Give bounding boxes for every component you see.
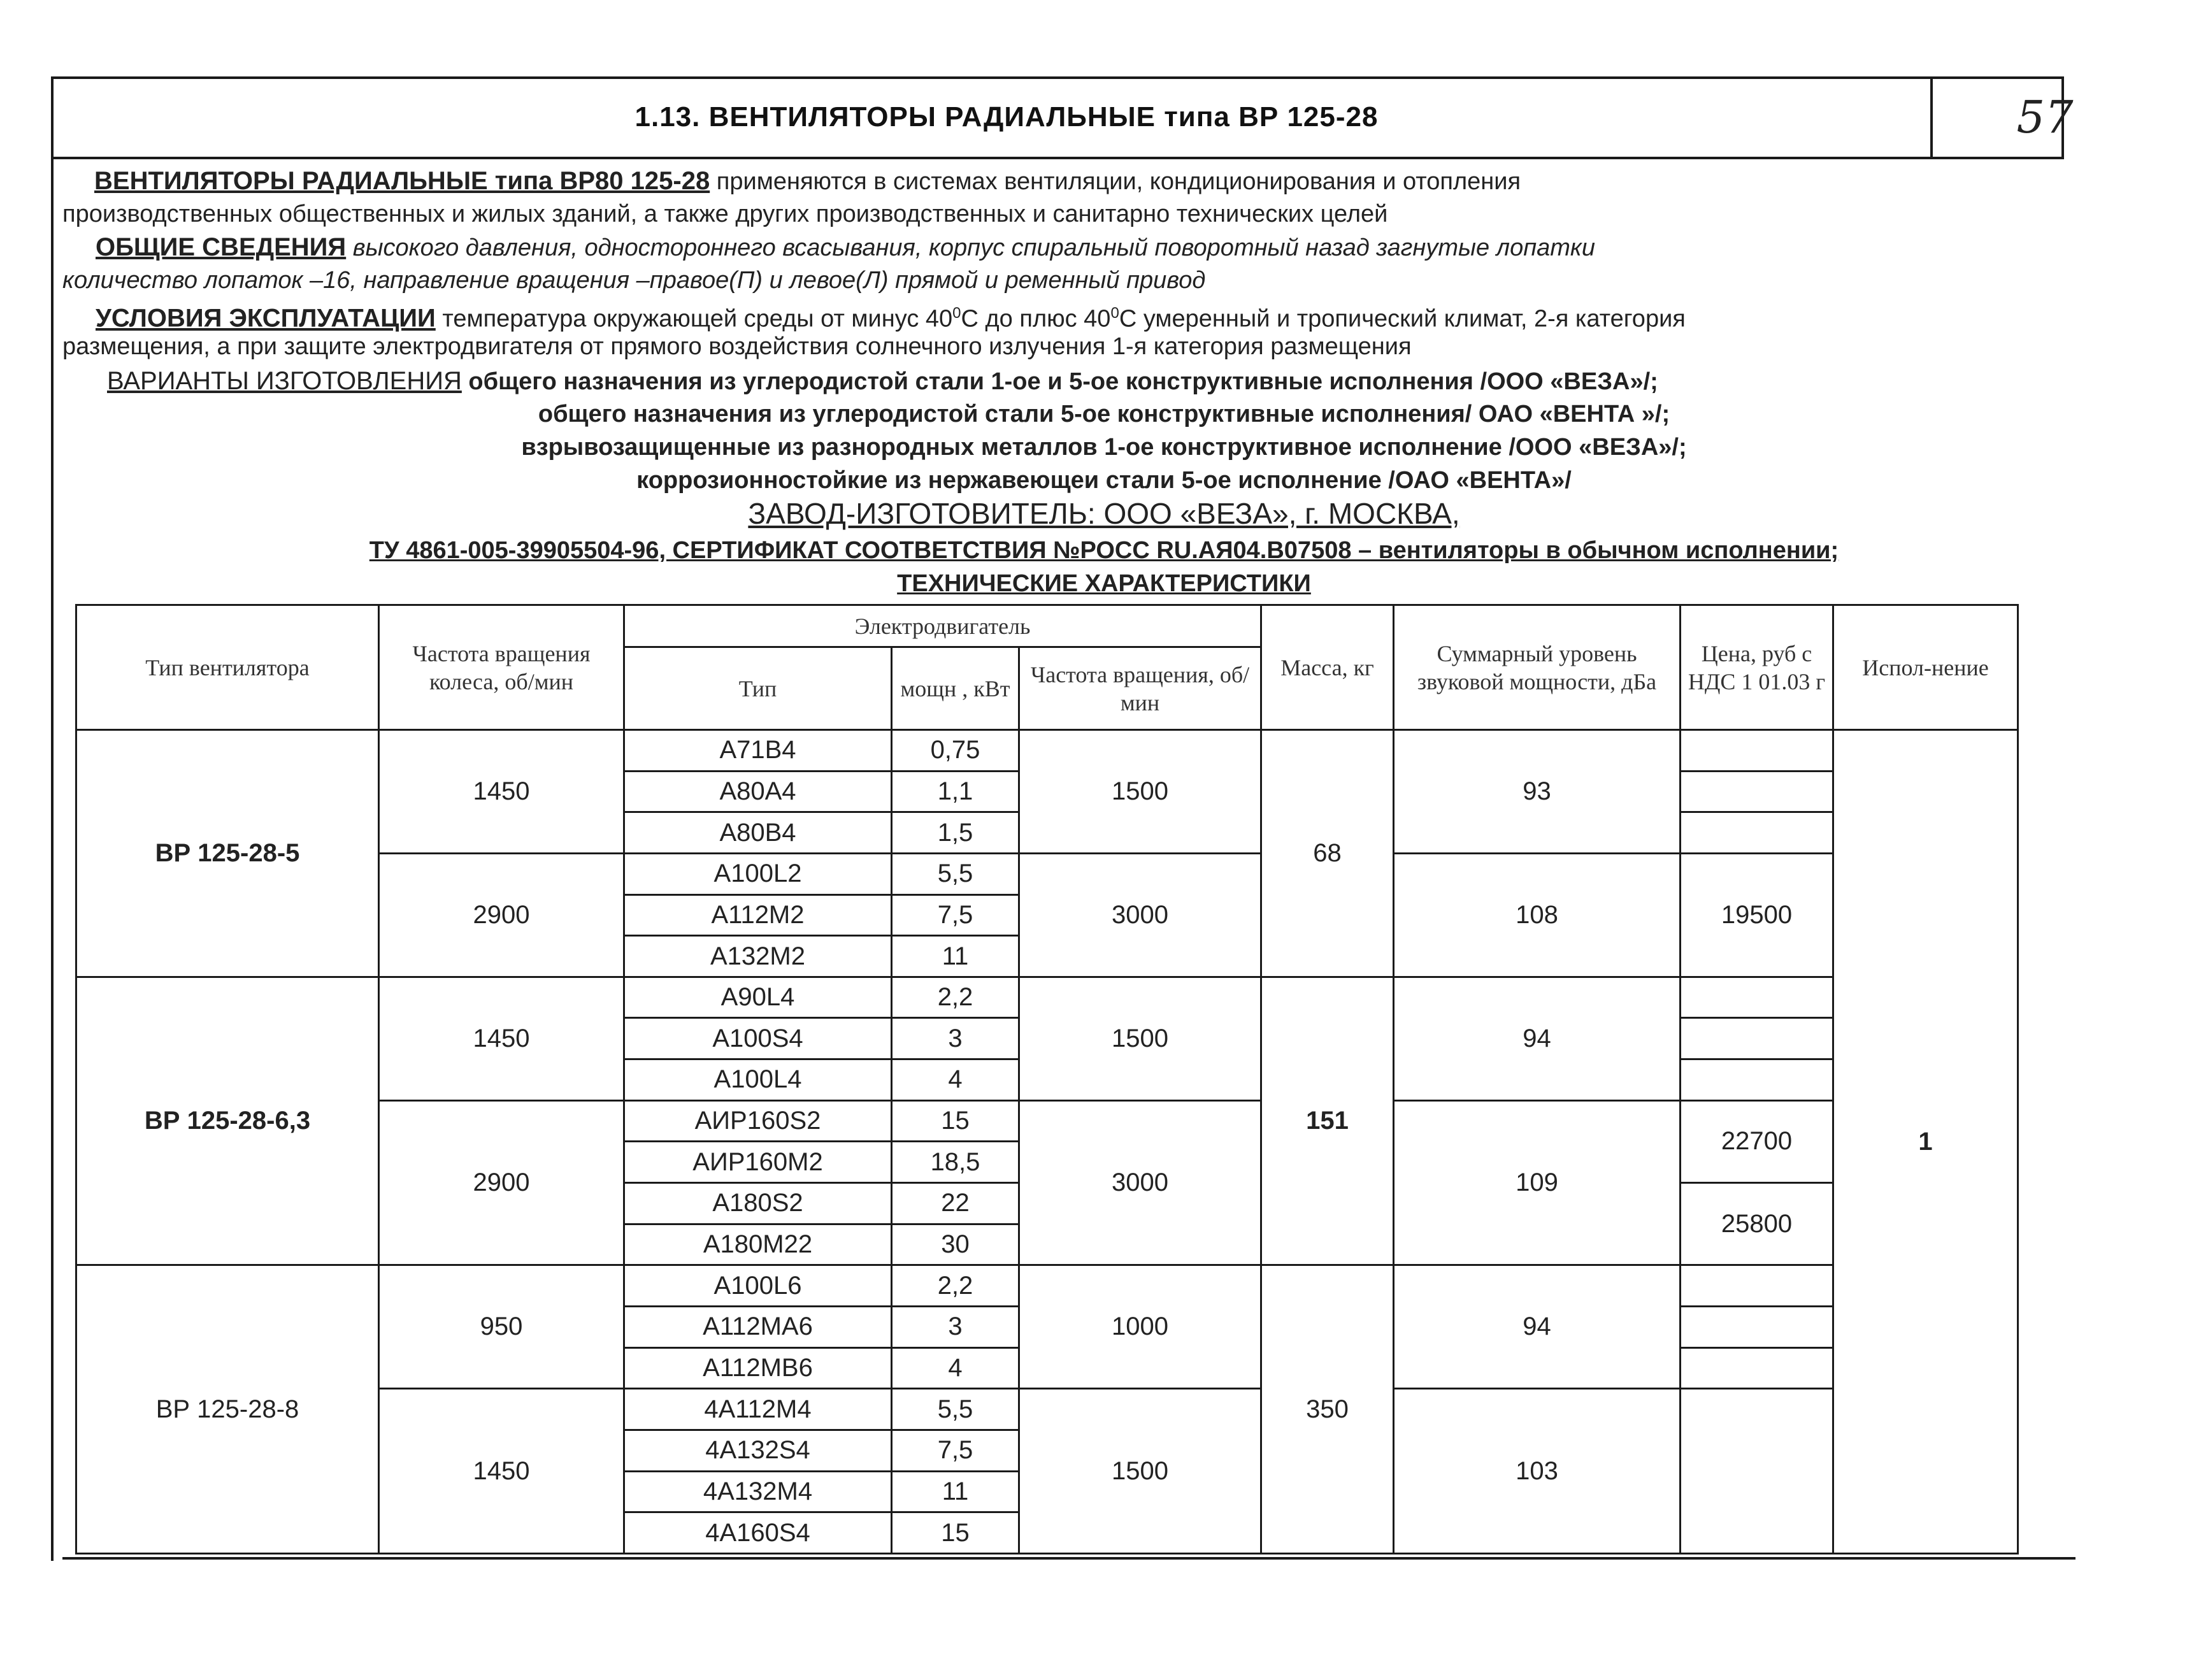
motor-type-cell: А80В4 [624, 812, 892, 854]
intro-line-8: общего назначения из углеродистой стали 5-ое конструктивные исполнения/ ОАО «ВЕНТА »/; [538, 401, 1670, 427]
fan-type-cell: ВР 125-28-6,3 [76, 977, 379, 1265]
specs-table [75, 604, 2019, 1554]
intro-line-4: количество лопаток –16, направление вращения –правое(П) и левое(Л) прямой и ременный привод [62, 267, 1206, 294]
intro-line-7 [107, 364, 1658, 398]
motor-power-cell: 5,5 [892, 1389, 1019, 1430]
price-cell [1681, 812, 1833, 854]
intro-conditions-text-c: С умеренный и тропический климат, 2-я категория [1119, 305, 1686, 333]
motor-power-cell: 0,75 [892, 730, 1019, 772]
motor-power-cell: 2,2 [892, 977, 1019, 1018]
mass-cell: 68 [1261, 730, 1394, 977]
intro-line-10: коррозионностойкие из нержавеющеи стали 5-ое исполнение /ОАО «ВЕНТА»/ [636, 467, 1572, 494]
version-cell: 1 [1833, 730, 2018, 1554]
degree-sup-1: 0 [952, 305, 961, 322]
th-mass: Масса, кг [1261, 605, 1394, 730]
motor-power-cell: 7,5 [892, 1430, 1019, 1471]
motor-type-cell: 4А132М4 [624, 1471, 892, 1512]
motor-type-cell: 4А112М4 [624, 1389, 892, 1430]
price-cell [1681, 1059, 1833, 1101]
sound-cell: 93 [1394, 730, 1681, 854]
motor-type-cell: А180М22 [624, 1224, 892, 1265]
motor-power-cell: 11 [892, 1471, 1019, 1512]
wheel-speed-cell: 1450 [379, 1389, 624, 1554]
price-cell [1681, 730, 1833, 772]
motor-type-cell: 4А160S4 [624, 1512, 892, 1554]
wheel-speed-cell: 2900 [379, 1100, 624, 1265]
intro-line-1 [94, 164, 1521, 198]
frame-bottom-line [62, 1557, 2075, 1560]
intro-heading-conditions: УСЛОВИЯ ЭКСПЛУАТАЦИИ [96, 304, 436, 333]
price-cell: 22700 [1681, 1100, 1833, 1182]
motor-power-cell: 4 [892, 1347, 1019, 1389]
motor-speed-cell: 3000 [1019, 853, 1261, 977]
fan-type-cell [76, 730, 379, 977]
th-price: Цена, руб с НДС 1 01.03 г [1681, 605, 1833, 730]
motor-type-cell: А71В4 [624, 730, 892, 772]
wheel-speed-cell: 1450 [379, 977, 624, 1100]
motor-type-cell: А90L4 [624, 977, 892, 1018]
price-cell [1681, 1306, 1833, 1347]
title-row [51, 76, 2074, 158]
price-cell: 25800 [1681, 1183, 1833, 1265]
motor-type-cell: А112МВ6 [624, 1347, 892, 1389]
price-cell [1681, 1389, 1833, 1554]
intro-general-text: высокого давления, одностороннего всасывания, корпус спиральный поворотный назад загнутые лопатки [346, 234, 1595, 261]
motor-speed-cell: 1000 [1019, 1265, 1261, 1389]
th-motor-speed: Частота вращения, об/мин [1019, 647, 1261, 730]
intro-heading-variants: ВАРИАНТЫ ИЗГОТОВЛЕНИЯ [107, 367, 462, 395]
th-sound-power: Суммарный уровень звуковой мощности, дБа [1394, 605, 1681, 730]
th-motor-group: Электродвигатель [624, 605, 1261, 647]
motor-power-cell: 15 [892, 1512, 1019, 1554]
motor-speed-cell: 1500 [1019, 730, 1261, 854]
price-cell [1681, 1347, 1833, 1389]
intro-variants-text: общего назначения из углеродистой стали 1-ое и 5-ое конструктивные исполнения /ООО «ВЕЗА»/; [461, 368, 1658, 395]
wheel-speed-cell: 1450 [379, 730, 624, 854]
motor-type-cell: АИР160S2 [624, 1100, 892, 1142]
motor-power-cell: 15 [892, 1100, 1019, 1142]
motor-power-cell: 11 [892, 936, 1019, 977]
table-row [76, 977, 2018, 1018]
price-cell [1681, 771, 1833, 812]
motor-power-cell: 22 [892, 1183, 1019, 1224]
motor-power-cell: 3 [892, 1306, 1019, 1347]
motor-power-cell: 3 [892, 1018, 1019, 1059]
motor-type-cell: А100L6 [624, 1265, 892, 1307]
motor-power-cell: 7,5 [892, 894, 1019, 936]
fan-type-bold: ВР 125-28-5 [155, 838, 300, 867]
intro-heading-general: ОБЩИЕ СВЕДЕНИЯ [96, 233, 347, 261]
table-row [76, 730, 2018, 772]
page-title: 1.13. ВЕНТИЛЯТОРЫ РАДИАЛЬНЫЕ типа ВР 125-28 [634, 101, 1379, 133]
motor-type-cell: А80А4 [624, 771, 892, 812]
motor-power-cell: 4 [892, 1059, 1019, 1101]
mass-cell: 151 [1261, 977, 1394, 1265]
price-cell: 19500 [1681, 853, 1833, 977]
motor-type-cell: А132М2 [624, 936, 892, 977]
intro-line-9: взрывозащищенные из разнородных металлов 1-ое конструктивное исполнение /ООО «ВЕЗА»/; [521, 434, 1687, 461]
degree-sup-2: 0 [1110, 305, 1119, 322]
motor-power-cell: 18,5 [892, 1142, 1019, 1183]
motor-power-cell: 2,2 [892, 1265, 1019, 1307]
motor-type-cell: А100L2 [624, 853, 892, 894]
motor-type-cell: А100S4 [624, 1018, 892, 1059]
intro-purpose-text: применяются в системах вентиляции, кондиционирования и отопления [710, 168, 1521, 195]
sound-cell: 108 [1394, 853, 1681, 977]
wheel-speed-cell: 2900 [379, 853, 624, 977]
motor-type-cell: 4А132S4 [624, 1430, 892, 1471]
intro-conditions-text-b: С до плюс 40 [961, 305, 1111, 333]
certificate-line: ТУ 4861-005-39905504-96, СЕРТИФИКАТ СООТВЕТСТВИЯ №РОСС RU.АЯ04.В07508 – вентиляторы в обычном исполнении; [369, 537, 1839, 564]
motor-power-cell: 5,5 [892, 853, 1019, 894]
page-number: 57 [2016, 91, 2074, 143]
sound-cell: 94 [1394, 977, 1681, 1100]
th-wheel-speed: Частота вращения колеса, об/мин [379, 605, 624, 730]
table-row [76, 1265, 2018, 1307]
sound-cell: 103 [1394, 1389, 1681, 1554]
sound-cell: 94 [1394, 1265, 1681, 1389]
motor-speed-cell: 1500 [1019, 1389, 1261, 1554]
wheel-speed-cell: 950 [379, 1265, 624, 1389]
intro-heading-purpose: ВЕНТИЛЯТОРЫ РАДИАЛЬНЫЕ типа ВР80 125-28 [94, 167, 710, 195]
motor-type-cell: А112М2 [624, 894, 892, 936]
th-fan-type: Тип вентилятора [76, 605, 379, 730]
mass-cell: 350 [1261, 1265, 1394, 1554]
motor-speed-cell: 1500 [1019, 977, 1261, 1100]
intro-conditions-text-a: температура окружающей среды от минус 40 [435, 305, 953, 333]
price-cell [1681, 977, 1833, 1018]
th-motor-type: Тип [624, 647, 892, 730]
sound-cell: 109 [1394, 1100, 1681, 1265]
intro-line-6: размещения, а при защите электродвигателя от прямого воздействия солнечного излучения 1-я категория размещения [62, 333, 1412, 360]
motor-speed-cell: 3000 [1019, 1100, 1261, 1265]
manufacturer-line: ЗАВОД-ИЗГОТОВИТЕЛЬ: ООО «ВЕЗА», г. МОСКВА, [748, 497, 1460, 530]
motor-type-cell: А100L4 [624, 1059, 892, 1101]
th-version: Испол-нение [1833, 605, 2018, 730]
fan-type-cell: ВР 125-28-8 [76, 1265, 379, 1554]
motor-type-cell: А180S2 [624, 1183, 892, 1224]
price-cell [1681, 1018, 1833, 1059]
motor-type-cell: АИР160М2 [624, 1142, 892, 1183]
motor-power-cell: 1,5 [892, 812, 1019, 854]
motor-type-cell: А112МА6 [624, 1306, 892, 1347]
th-motor-power: мощн , кВт [892, 647, 1019, 730]
frame-left-line [51, 76, 54, 1561]
motor-power-cell: 1,1 [892, 771, 1019, 812]
motor-power-cell: 30 [892, 1224, 1019, 1265]
specs-heading: ТЕХНИЧЕСКИЕ ХАРАКТЕРИСТИКИ [897, 570, 1311, 597]
intro-line-3 [96, 231, 1595, 264]
intro-line-2: производственных общественных и жилых зданий, а также других производственных и санитарно технических целей [62, 201, 1388, 227]
price-cell [1681, 1265, 1833, 1307]
